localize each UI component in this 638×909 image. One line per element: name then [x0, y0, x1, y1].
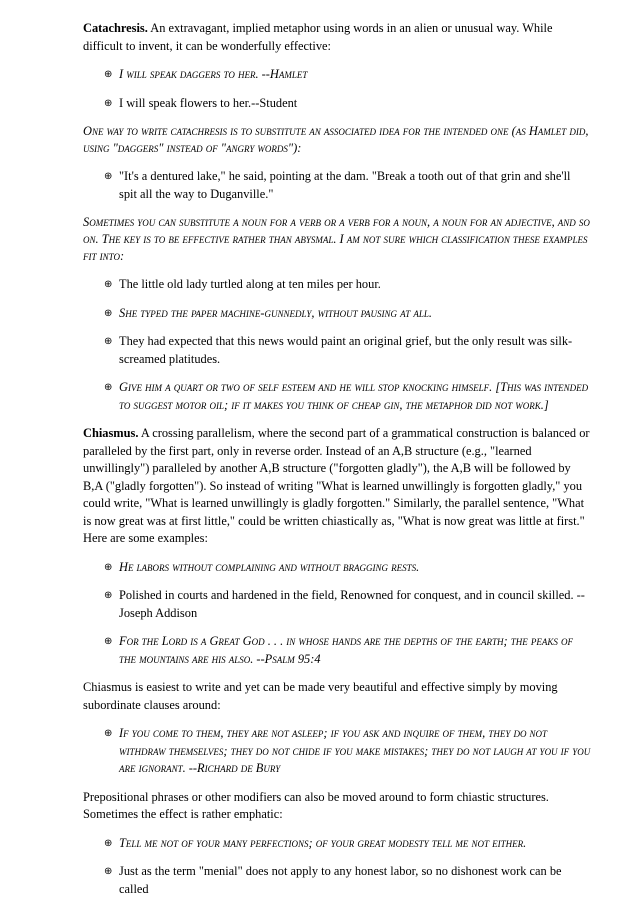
catachresis-term: Catachresis.	[83, 21, 148, 35]
list-item	[101, 559, 591, 577]
circled-cross-bullet-icon: ⊕	[104, 837, 113, 849]
chiasmus-term: Chiasmus.	[83, 426, 139, 440]
example-text: I will speak flowers to her.--Student	[119, 95, 298, 110]
example-text: Tell me not of your many perfections; of your great modesty tell me not either.	[119, 835, 527, 850]
example-text: "It's a dentured lake," he said, pointing at the dam. "Break a tooth out of that grin and she'll spit all the way to Duganville."	[119, 169, 571, 201]
circled-cross-bullet-icon: ⊕	[104, 171, 113, 182]
list-item	[101, 725, 591, 778]
list-item	[101, 863, 591, 898]
circled-cross-bullet-icon: ⊕	[104, 866, 113, 877]
example-text: He labors without complaining and without bragging rests.	[119, 559, 420, 574]
catachresis-paragraph	[83, 20, 591, 55]
circled-cross-bullet-icon: ⊕	[104, 69, 113, 80]
document-page	[83, 20, 591, 909]
list-item	[101, 168, 591, 203]
example-text: She typed the paper machine-gunnedly, without pausing at all.	[119, 305, 432, 320]
list-item	[101, 305, 591, 323]
list-item	[101, 66, 591, 84]
circled-cross-bullet-icon: ⊕	[104, 590, 113, 601]
list-item	[101, 379, 591, 414]
catachresis-note-1: One way to write catachresis is to substitute an associated idea for the intended one (as Hamlet did, using "daggers" instead of "angry words"):	[83, 124, 589, 155]
circled-cross-bullet-icon: ⊕	[104, 636, 113, 647]
list-item	[101, 633, 591, 668]
chiasmus-paragraph-3: Prepositional phrases or other modifiers can also be moved around to form chiastic structures. Sometimes the effect is rather emphatic:	[83, 789, 549, 821]
example-text: They had expected that this news would paint an original grief, but the only result was silk-screamed platitudes.	[119, 334, 573, 366]
example-text: If you come to them, they are not asleep; if you ask and inquire of them, they do not withdraw themselves; they do not chide if you make mistakes; they do not laugh at you if you are ignorant. --Richard de Bury	[119, 726, 591, 775]
circled-cross-bullet-icon: ⊕	[104, 279, 113, 290]
chiasmus-definition: A crossing parallelism, where the second part of a grammatical construction is balanced or paralleled by the first part, only in reverse order. Instead of an A,B structure (e.g., "learned unwillingly") paralleled by another A,B structure ("forgotten gladly"), the A,B will be followed by B,A ("gladly forgotten"). So instead of writing "What is learned unwillingly is forgotten gladly," you could write, "What is learned unwillingly is gladly forgotten." Similarly, the parallel sentence, "What is now great was at first little," could be written chiastically as, "What is now great was little at first." Here are some examples:	[83, 426, 590, 545]
circled-cross-bullet-icon: ⊕	[104, 382, 113, 393]
list-item	[101, 835, 591, 853]
example-text: Polished in courts and hardened in the field, Renowned for conquest, and in council skilled. --Joseph Addison	[119, 588, 585, 620]
example-text: Just as the term "menial" does not apply to any honest labor, so no dishonest work can be called	[119, 864, 562, 896]
circled-cross-bullet-icon: ⊕	[104, 97, 113, 109]
example-text: For the Lord is a Great God . . . in whose hands are the depths of the earth; the peaks of the mountains are his also. --Psalm 95:4	[119, 634, 573, 666]
list-item	[101, 276, 591, 294]
catachresis-note-2: Sometimes you can substitute a noun for a verb or a verb for a noun, a noun for an adjective, and so on. The key is to be effective rather than abysmal. I am not sure which classification these examples fit into:	[83, 215, 590, 263]
chiasmus-paragraph	[83, 425, 591, 548]
circled-cross-bullet-icon: ⊕	[104, 728, 113, 739]
circled-cross-bullet-icon: ⊕	[104, 336, 113, 347]
example-text: The little old lady turtled along at ten miles per hour.	[119, 277, 381, 291]
catachresis-definition: An extravagant, implied metaphor using words in an alien or unusual way. While difficult to invent, it can be wonderfully effective:	[83, 21, 553, 53]
example-text: I will speak daggers to her. --Hamlet	[119, 67, 308, 81]
list-item	[101, 587, 591, 622]
list-item	[101, 333, 591, 368]
circled-cross-bullet-icon: ⊕	[104, 561, 113, 573]
example-text: Give him a quart or two of self esteem and he will stop knocking himself. [This was intended to suggest motor oil; if it makes you think of cheap gin, the metaphor did not work.]	[119, 380, 589, 412]
list-item	[101, 95, 591, 113]
chiasmus-paragraph-2: Chiasmus is easiest to write and yet can be made very beautiful and effective simply by moving subordinate clauses around:	[83, 680, 558, 712]
circled-cross-bullet-icon: ⊕	[104, 307, 113, 319]
